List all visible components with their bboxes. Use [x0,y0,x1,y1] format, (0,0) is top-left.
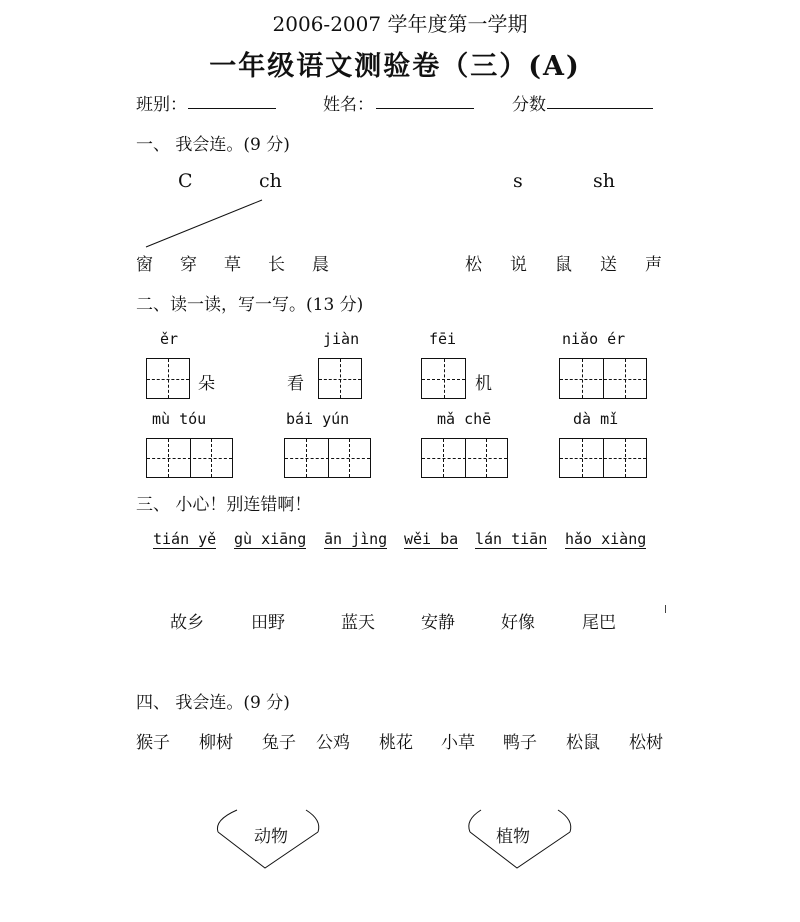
word-weiba: 尾巴 [582,613,616,633]
char-shuo: 说 [510,255,527,275]
term-heading: 2006-2007 学年度第一学期 [272,12,528,36]
section2-heading: 二、读一读，写一写。(13 分) [136,295,364,315]
pinyin-ma-che: mǎ chē [437,410,492,428]
char-cao: 草 [224,255,241,275]
word-yazi: 鸭子 [503,733,537,753]
pinyin-word: tián yě [153,530,217,548]
char-sheng: 声 [645,255,662,275]
pinyin-niao-er: niǎo ér [562,330,626,348]
char-chang: 长 [268,255,285,275]
page-title: 一年级语文测验卷（三）(A) [209,51,581,82]
pinyin-fei: fēi [429,330,457,348]
char-song2: 送 [600,255,617,275]
word-tuzi: 兔子 [262,733,296,753]
pinyin-word: wěi ba [404,530,459,548]
section3-heading: 三、 小心！别连错啊！ [136,495,312,515]
pinyin-word: ān jìng [324,530,388,548]
word-songshu: 松鼠 [566,733,600,753]
word-anjing: 安静 [421,613,455,633]
initial-ch: ch [259,170,282,192]
word-guxiang: 故乡 [170,613,204,633]
section1-heading: 一、 我会连。(9 分) [136,135,290,155]
pinyin-er: ěr [160,330,179,348]
name-label: 姓名： [323,95,374,115]
char-song: 松 [465,255,482,275]
word-taohua: 桃花 [379,733,413,753]
pinyin-bai-yun: bái yún [286,410,350,428]
pinyin-word: gù xiāng [234,530,307,548]
pinyin-da-mi: dà mǐ [573,410,619,428]
category-animals: 动物 [254,827,288,847]
char-chuan: 穿 [180,255,197,275]
char-chuang: 窗 [136,255,153,275]
word-liushu: 柳树 [199,733,233,753]
word-xiaocao: 小草 [441,733,475,753]
word-lantian: 蓝天 [341,613,375,633]
pinyin-jian: jiàn [323,330,360,348]
word-songshu-tree: 松树 [629,733,663,753]
score-label: 分数 [512,95,546,115]
pinyin-word: lán tiān [475,530,548,548]
pinyin-word: hǎo xiàng [565,530,647,548]
word-haoxiang: 好像 [501,613,535,633]
char-chen: 晨 [312,255,329,275]
word-houzi: 猴子 [136,733,170,753]
word-tianye: 田野 [251,613,285,633]
initial-s: s [513,170,523,192]
initial-c: C [178,170,193,192]
pinyin-mu-tou: mù tóu [152,410,207,428]
initial-sh: sh [593,170,615,192]
char-duo: 朵 [198,374,215,394]
category-plants: 植物 [496,827,530,847]
word-gongji: 公鸡 [316,733,350,753]
char-ji: 机 [475,374,492,394]
char-shu: 鼠 [555,255,572,275]
char-kan: 看 [287,374,304,394]
class-label: 班别： [136,95,187,115]
section4-heading: 四、 我会连。(9 分) [136,693,290,713]
